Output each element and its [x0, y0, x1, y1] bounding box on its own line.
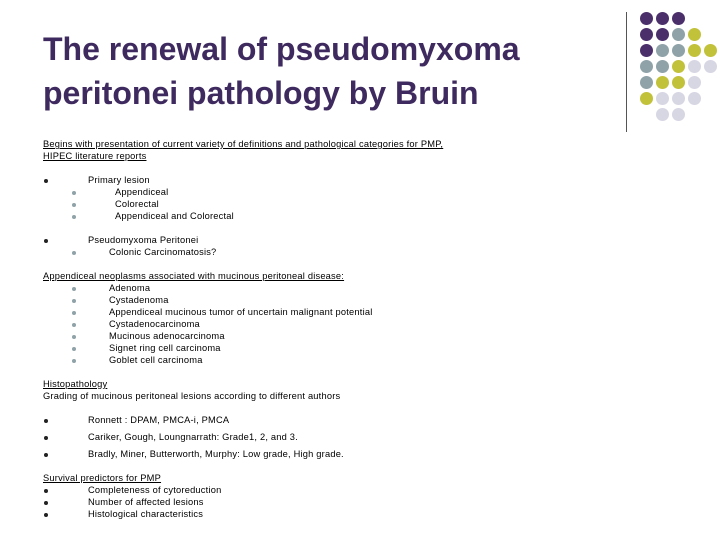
list-item: Appendiceal	[43, 186, 683, 198]
decor-dot	[704, 44, 717, 57]
bullet-icon	[72, 251, 76, 255]
bullet-icon	[44, 436, 48, 440]
list-item: Goblet cell carcinoma	[43, 354, 683, 366]
decor-dot	[688, 92, 701, 105]
bullet-icon	[72, 347, 76, 351]
decor-dot	[672, 108, 685, 121]
list-item: Mucinous adenocarcinoma	[43, 330, 683, 342]
decor-dot	[640, 12, 653, 25]
list-item: Signet ring cell carcinoma	[43, 342, 683, 354]
decor-dot	[656, 108, 669, 121]
decor-dot	[704, 60, 717, 73]
decor-dot	[688, 44, 701, 57]
bullet-icon	[72, 191, 76, 195]
decor-dot	[656, 92, 669, 105]
section-heading: Survival predictors for PMP	[43, 473, 162, 483]
list-item: Number of affected lesions	[43, 496, 683, 508]
decor-dot	[656, 60, 669, 73]
section-heading: Histopathology	[43, 379, 108, 389]
decor-dot	[640, 60, 653, 73]
decor-dot	[640, 92, 653, 105]
slide-title: The renewal of pseudomyxoma peritonei pathology by Bruin	[43, 31, 520, 111]
decor-dot	[688, 76, 701, 89]
bullet-icon	[44, 453, 48, 457]
primary-lesion-label: Primary lesion	[88, 175, 150, 185]
list-item: Cariker, Gough, Loungnarrath: Grade1, 2, and 3.	[43, 431, 683, 443]
decor-dot	[672, 76, 685, 89]
list-item: Cystadenocarcinoma	[43, 318, 683, 330]
decor-dot	[656, 76, 669, 89]
decor-dot	[688, 28, 701, 41]
list-item: Ronnett : DPAM, PMCA-i, PMCA	[43, 414, 683, 426]
bullet-icon	[72, 323, 76, 327]
list-item: Adenoma	[43, 282, 683, 294]
decor-dot	[672, 12, 685, 25]
slide-body	[43, 138, 683, 520]
decor-dot	[656, 44, 669, 57]
bullet-icon	[44, 513, 48, 517]
section-subheading: Grading of mucinous peritoneal lesions according to different authors	[43, 391, 341, 401]
decor-dot	[672, 28, 685, 41]
decor-vertical-line	[626, 12, 627, 132]
decor-dot	[672, 60, 685, 73]
bullet-icon	[44, 501, 48, 505]
decor-dot	[640, 28, 653, 41]
pseudomyxoma-label: Pseudomyxoma Peritonei	[88, 235, 199, 245]
intro-line: Begins with presentation of current variety of definitions and pathological categories for PMP,	[43, 139, 444, 149]
list-item: Appendiceal and Colorectal	[43, 210, 683, 222]
list-item	[43, 174, 683, 186]
bullet-icon	[72, 299, 76, 303]
decor-dot	[688, 60, 701, 73]
bullet-icon	[72, 359, 76, 363]
section-heading: Appendiceal neoplasms associated with mucinous peritoneal disease:	[43, 271, 345, 281]
bullet-icon	[72, 203, 76, 207]
decor-dot	[640, 76, 653, 89]
bullet-icon	[72, 335, 76, 339]
list-item: Colorectal	[43, 198, 683, 210]
bullet-icon	[44, 489, 48, 493]
list-item: Histological characteristics	[43, 508, 683, 520]
bullet-icon	[72, 311, 76, 315]
bullet-icon	[44, 179, 48, 183]
list-item	[43, 234, 683, 246]
decor-dot	[672, 92, 685, 105]
bullet-icon	[72, 287, 76, 291]
decor-dot	[656, 28, 669, 41]
bullet-icon	[44, 419, 48, 423]
decor-dot	[672, 44, 685, 57]
bullet-icon	[72, 215, 76, 219]
bullet-icon	[44, 239, 48, 243]
list-item: Cystadenoma	[43, 294, 683, 306]
intro-line: HIPEC literature reports	[43, 151, 147, 161]
list-item: Bradly, Miner, Butterworth, Murphy: Low grade, High grade.	[43, 448, 683, 460]
decor-dot	[656, 12, 669, 25]
decor-dot	[640, 44, 653, 57]
list-item: Appendiceal mucinous tumor of uncertain malignant potential	[43, 306, 683, 318]
list-item: Completeness of cytoreduction	[43, 484, 683, 496]
list-item: Colonic Carcinomatosis?	[43, 246, 683, 258]
